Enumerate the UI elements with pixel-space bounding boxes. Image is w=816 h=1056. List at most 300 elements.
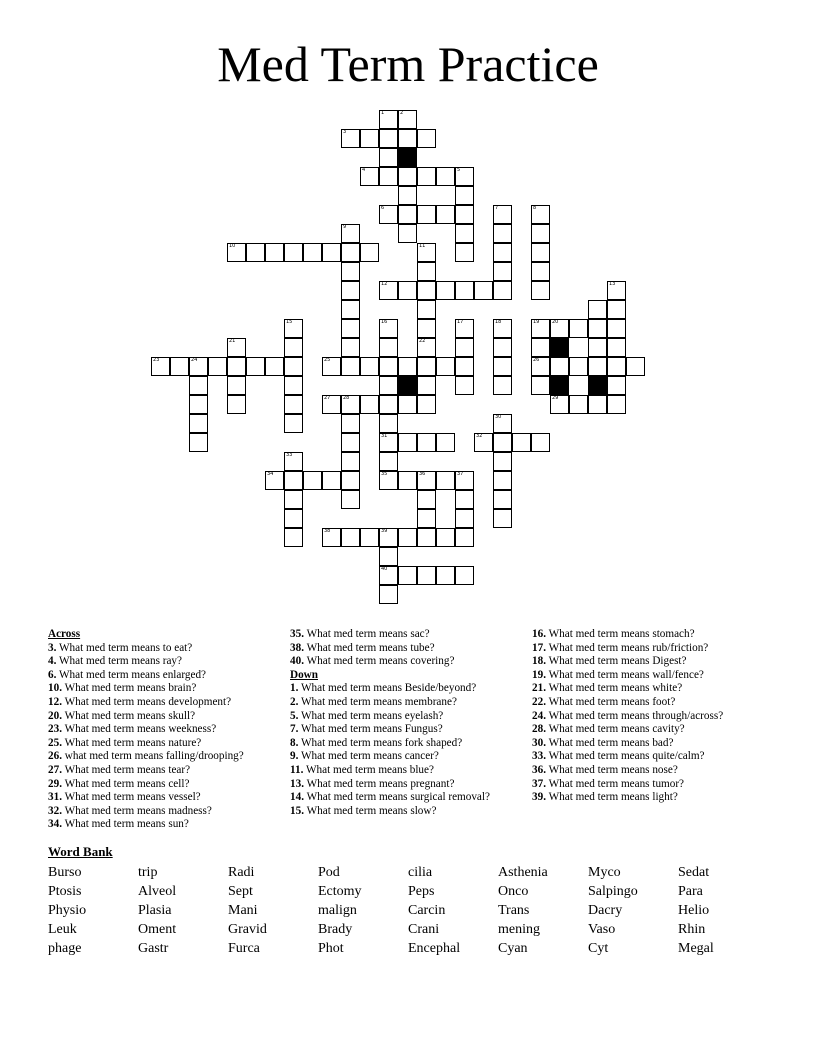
- clue-item: [532, 655, 772, 669]
- grid-cell[interactable]: [588, 338, 607, 357]
- clue-item: [48, 791, 284, 805]
- clue-number-label: 14.: [290, 791, 304, 804]
- grid-cell[interactable]: [417, 338, 436, 357]
- grid-cell[interactable]: [208, 357, 227, 376]
- clue-text: What med term means fork shaped?: [298, 736, 463, 749]
- grid-cell[interactable]: [379, 528, 398, 547]
- grid-cell[interactable]: [436, 205, 455, 224]
- grid-cell[interactable]: [379, 148, 398, 167]
- grid-cell[interactable]: [398, 224, 417, 243]
- grid-cell[interactable]: [493, 452, 512, 471]
- grid-cell[interactable]: [455, 243, 474, 262]
- clue-number: 38: [324, 528, 331, 534]
- grid-cell[interactable]: [341, 281, 360, 300]
- clue-item: [532, 764, 772, 778]
- grid-cell[interactable]: [474, 433, 493, 452]
- grid-cell[interactable]: [379, 547, 398, 566]
- grid-cell[interactable]: [493, 281, 512, 300]
- clue-text: What med term means wall/fence?: [545, 668, 704, 681]
- grid-cell[interactable]: [398, 205, 417, 224]
- grid-cell[interactable]: [493, 262, 512, 281]
- grid-cell[interactable]: [284, 471, 303, 490]
- grid-cell[interactable]: [379, 357, 398, 376]
- clue-number-label: 10.: [48, 682, 62, 695]
- word-bank-item: malign: [318, 903, 357, 918]
- clue-text: What med term means weekness?: [61, 723, 217, 736]
- word-bank-item: Furca: [228, 941, 260, 956]
- grid-cell[interactable]: [588, 319, 607, 338]
- clue-number-label: 38.: [290, 641, 304, 654]
- grid-cell[interactable]: [322, 357, 341, 376]
- grid-cell[interactable]: [436, 167, 455, 186]
- black-square: [550, 338, 569, 357]
- grid-cell[interactable]: [189, 395, 208, 414]
- grid-cell[interactable]: [303, 471, 322, 490]
- clue-item: [532, 737, 772, 751]
- grid-cell[interactable]: [531, 338, 550, 357]
- clue-item: [290, 655, 526, 669]
- clue-item: [532, 642, 772, 656]
- grid-cell[interactable]: [227, 357, 246, 376]
- grid-cell[interactable]: [246, 357, 265, 376]
- clue-number-label: 7.: [290, 723, 299, 736]
- word-bank-item: Myco: [588, 865, 621, 880]
- grid-cell[interactable]: [588, 300, 607, 319]
- grid-cell[interactable]: [341, 262, 360, 281]
- grid-cell[interactable]: [417, 566, 436, 585]
- clue-number: 31: [381, 433, 388, 439]
- grid-cell[interactable]: [379, 129, 398, 148]
- word-bank-item: Helio: [678, 903, 710, 918]
- clue-text: What med term means foot?: [545, 695, 676, 708]
- grid-cell[interactable]: [341, 395, 360, 414]
- grid-cell[interactable]: [398, 357, 417, 376]
- grid-cell[interactable]: [151, 357, 170, 376]
- grid-cell[interactable]: [398, 433, 417, 452]
- clue-item: [532, 723, 772, 737]
- grid-cell[interactable]: [417, 281, 436, 300]
- clue-number-label: 39.: [532, 791, 546, 804]
- word-bank-item: Sedat: [678, 865, 710, 880]
- word-bank-item: Alveol: [138, 884, 177, 899]
- clue-text: What med term means madness?: [61, 804, 212, 817]
- word-bank-item: Ptosis: [48, 884, 82, 899]
- grid-cell[interactable]: [379, 585, 398, 604]
- clue-number-label: 28.: [532, 723, 546, 736]
- grid-cell[interactable]: [284, 338, 303, 357]
- grid-cell[interactable]: [474, 281, 493, 300]
- grid-cell[interactable]: [417, 129, 436, 148]
- grid-cell[interactable]: [436, 357, 455, 376]
- grid-cell[interactable]: [569, 395, 588, 414]
- clue-text: What med term means blue?: [303, 763, 434, 776]
- clue-number: 36: [419, 471, 426, 477]
- grid-cell[interactable]: [189, 414, 208, 433]
- grid-cell[interactable]: [493, 414, 512, 433]
- grid-cell[interactable]: [455, 509, 474, 528]
- grid-cell[interactable]: [379, 338, 398, 357]
- word-bank-item: Rhin: [678, 922, 706, 937]
- grid-cell[interactable]: [265, 471, 284, 490]
- clue-item: [48, 669, 284, 683]
- grid-cell[interactable]: [284, 452, 303, 471]
- word-bank-item: Ectomy: [318, 884, 362, 899]
- grid-cell[interactable]: [341, 414, 360, 433]
- clue-number: 7: [495, 205, 499, 211]
- word-bank-item: Megal: [678, 941, 714, 956]
- grid-cell[interactable]: [189, 376, 208, 395]
- black-square: [398, 148, 417, 167]
- grid-cell[interactable]: [398, 281, 417, 300]
- clue-item: [48, 723, 284, 737]
- grid-cell[interactable]: [607, 338, 626, 357]
- word-bank-item: Gravid: [228, 922, 267, 937]
- clue-number-label: 21.: [532, 682, 546, 695]
- grid-cell[interactable]: [322, 243, 341, 262]
- word-bank-item: Mani: [228, 903, 258, 918]
- clue-number: 13: [609, 281, 616, 287]
- clue-number-label: 2.: [290, 695, 299, 708]
- clue-number: 25: [324, 357, 331, 363]
- grid-cell[interactable]: [607, 300, 626, 319]
- grid-cell[interactable]: [341, 224, 360, 243]
- clue-text: What med term means eyelash?: [298, 709, 444, 722]
- grid-cell[interactable]: [455, 186, 474, 205]
- grid-cell[interactable]: [531, 281, 550, 300]
- grid-cell[interactable]: [341, 452, 360, 471]
- grid-cell[interactable]: [455, 319, 474, 338]
- clue-text: What med term means ray?: [56, 655, 182, 668]
- grid-cell[interactable]: [455, 224, 474, 243]
- grid-cell[interactable]: [455, 566, 474, 585]
- page-title: Med Term Practice: [217, 36, 599, 92]
- grid-cell[interactable]: [417, 357, 436, 376]
- grid-cell[interactable]: [417, 376, 436, 395]
- grid-cell[interactable]: [493, 243, 512, 262]
- grid-cell[interactable]: [455, 376, 474, 395]
- clue-text: What med term means cell?: [61, 777, 190, 790]
- grid-cell[interactable]: [417, 243, 436, 262]
- grid-cell[interactable]: [493, 319, 512, 338]
- grid-cell[interactable]: [417, 300, 436, 319]
- grid-cell[interactable]: [493, 357, 512, 376]
- grid-cell[interactable]: [493, 338, 512, 357]
- grid-cell[interactable]: [265, 243, 284, 262]
- grid-cell[interactable]: [493, 509, 512, 528]
- grid-cell[interactable]: [588, 395, 607, 414]
- clue-text: What med term means skull?: [61, 709, 196, 722]
- grid-cell[interactable]: [531, 433, 550, 452]
- word-bank-title: Word Bank: [48, 844, 113, 859]
- clue-item: [290, 764, 526, 778]
- grid-cell[interactable]: [360, 528, 379, 547]
- grid-cell[interactable]: [417, 319, 436, 338]
- grid-cell[interactable]: [436, 281, 455, 300]
- clue-item: [532, 778, 772, 792]
- grid-cell[interactable]: [398, 167, 417, 186]
- clue-number: 28: [343, 395, 350, 401]
- grid-cell[interactable]: [455, 205, 474, 224]
- clue-number: 3: [343, 129, 347, 135]
- grid-cell[interactable]: [550, 357, 569, 376]
- grid-cell[interactable]: [360, 129, 379, 148]
- grid-cell[interactable]: [531, 357, 550, 376]
- grid-cell[interactable]: [284, 509, 303, 528]
- grid-cell[interactable]: [398, 186, 417, 205]
- clue-item: [532, 696, 772, 710]
- grid-cell[interactable]: [398, 471, 417, 490]
- grid-cell[interactable]: [512, 433, 531, 452]
- clue-number: 35: [381, 471, 388, 477]
- clue-number: 2: [400, 110, 404, 116]
- grid-cell[interactable]: [550, 319, 569, 338]
- grid-cell[interactable]: [417, 528, 436, 547]
- clue-column-3: [532, 628, 772, 805]
- grid-cell[interactable]: [493, 224, 512, 243]
- grid-cell[interactable]: [379, 452, 398, 471]
- grid-cell[interactable]: [398, 395, 417, 414]
- clue-text: What med term means pregnant?: [303, 777, 455, 790]
- clue-text: What med term means Beside/beyond?: [298, 682, 477, 695]
- grid-cell[interactable]: [265, 357, 284, 376]
- clue-text: What med term means membrane?: [298, 695, 457, 708]
- grid-cell[interactable]: [341, 528, 360, 547]
- grid-cell[interactable]: [493, 490, 512, 509]
- grid-cell[interactable]: [531, 262, 550, 281]
- grid-cell[interactable]: [398, 528, 417, 547]
- clue-number: 18: [495, 319, 502, 325]
- word-bank-item: Asthenia: [498, 865, 548, 880]
- clue-item: [290, 682, 526, 696]
- clue-text: What med term means brain?: [61, 682, 197, 695]
- word-bank-item: Salpingo: [588, 884, 638, 899]
- grid-cell[interactable]: [417, 395, 436, 414]
- word-bank-item: Onco: [498, 884, 529, 899]
- grid-cell[interactable]: [341, 319, 360, 338]
- grid-cell[interactable]: [284, 243, 303, 262]
- clue-number-label: 19.: [532, 668, 546, 681]
- word-bank-item: Plasia: [138, 903, 172, 918]
- grid-cell[interactable]: [341, 357, 360, 376]
- grid-cell[interactable]: [607, 376, 626, 395]
- grid-cell[interactable]: [607, 319, 626, 338]
- clue-number: 32: [476, 433, 483, 439]
- grid-cell[interactable]: [189, 433, 208, 452]
- grid-cell[interactable]: [379, 376, 398, 395]
- grid-cell[interactable]: [398, 110, 417, 129]
- grid-cell[interactable]: [531, 319, 550, 338]
- grid-cell[interactable]: [379, 281, 398, 300]
- grid-cell[interactable]: [436, 566, 455, 585]
- clue-item: [532, 710, 772, 724]
- grid-cell[interactable]: [531, 205, 550, 224]
- word-bank-item: Sept: [228, 884, 253, 899]
- grid-cell[interactable]: [531, 243, 550, 262]
- black-square: [588, 376, 607, 395]
- grid-cell[interactable]: [322, 528, 341, 547]
- grid-cell[interactable]: [417, 262, 436, 281]
- grid-cell[interactable]: [379, 167, 398, 186]
- grid-cell[interactable]: [379, 110, 398, 129]
- grid-cell[interactable]: [398, 566, 417, 585]
- word-bank-item: Encephal: [408, 941, 461, 956]
- word-bank-item: Cyt: [588, 941, 609, 956]
- clue-text: What med term means sun?: [61, 818, 189, 831]
- grid-cell[interactable]: [284, 395, 303, 414]
- black-square: [550, 376, 569, 395]
- grid-cell[interactable]: [455, 471, 474, 490]
- grid-cell[interactable]: [284, 357, 303, 376]
- grid-cell[interactable]: [227, 338, 246, 357]
- grid-cell[interactable]: [284, 490, 303, 509]
- grid-cell[interactable]: [379, 319, 398, 338]
- grid-cell[interactable]: [455, 357, 474, 376]
- grid-cell[interactable]: [341, 243, 360, 262]
- grid-cell[interactable]: [227, 376, 246, 395]
- word-bank-item: Peps: [408, 884, 435, 899]
- grid-cell[interactable]: [569, 357, 588, 376]
- grid-cell[interactable]: [341, 433, 360, 452]
- word-bank-item: Cyan: [498, 941, 528, 956]
- grid-cell[interactable]: [379, 471, 398, 490]
- clue-item: [290, 791, 526, 805]
- grid-cell[interactable]: [493, 471, 512, 490]
- word-bank-item: Pod: [318, 865, 340, 880]
- clue-item: [48, 710, 284, 724]
- grid-cell[interactable]: [417, 509, 436, 528]
- grid-cell[interactable]: [189, 357, 208, 376]
- clue-number: 29: [552, 395, 559, 401]
- clue-number: 21: [229, 338, 236, 344]
- grid-cell[interactable]: [569, 319, 588, 338]
- word-bank-item: mening: [498, 922, 540, 937]
- grid-cell[interactable]: [531, 376, 550, 395]
- grid-cell[interactable]: [417, 490, 436, 509]
- grid-cell[interactable]: [626, 357, 645, 376]
- clue-number: 26: [533, 357, 540, 363]
- grid-cell[interactable]: [550, 395, 569, 414]
- grid-cell[interactable]: [322, 395, 341, 414]
- clue-item: [290, 723, 526, 737]
- clue-number: 24: [191, 357, 198, 363]
- clue-number-label: 8.: [290, 736, 299, 749]
- clue-number-label: 17.: [532, 641, 546, 654]
- clue-number-label: 37.: [532, 777, 546, 790]
- grid-cell[interactable]: [284, 319, 303, 338]
- grid-cell[interactable]: [417, 167, 436, 186]
- clue-text: What med term means sac?: [303, 628, 430, 640]
- grid-cell[interactable]: [607, 281, 626, 300]
- clue-number: 11: [419, 243, 426, 249]
- grid-cell[interactable]: [417, 433, 436, 452]
- clue-column-2: [290, 628, 526, 818]
- clue-item: [48, 764, 284, 778]
- clue-number: 19: [533, 319, 540, 325]
- clue-text: What med term means Fungus?: [298, 723, 443, 736]
- grid-cell[interactable]: [417, 205, 436, 224]
- word-bank-item: Para: [678, 884, 703, 899]
- grid-cell[interactable]: [588, 357, 607, 376]
- clue-item: [48, 778, 284, 792]
- grid-cell[interactable]: [341, 490, 360, 509]
- grid-cell[interactable]: [417, 471, 436, 490]
- clue-number-label: 26.: [48, 750, 62, 763]
- grid-cell[interactable]: [379, 433, 398, 452]
- grid-cell[interactable]: [455, 338, 474, 357]
- grid-cell[interactable]: [455, 528, 474, 547]
- grid-cell[interactable]: [360, 243, 379, 262]
- clue-number: 30: [495, 414, 502, 420]
- grid-cell[interactable]: [303, 243, 322, 262]
- word-bank-item: Burso: [48, 865, 82, 880]
- grid-cell[interactable]: [455, 490, 474, 509]
- grid-cell[interactable]: [341, 300, 360, 319]
- grid-cell[interactable]: [493, 205, 512, 224]
- grid-cell[interactable]: [379, 205, 398, 224]
- clue-text: What med term means slow?: [303, 804, 437, 817]
- clue-number-label: 9.: [290, 750, 299, 763]
- grid-cell[interactable]: [246, 243, 265, 262]
- clue-number-label: 40.: [290, 655, 304, 668]
- grid-cell[interactable]: [436, 528, 455, 547]
- grid-cell[interactable]: [379, 566, 398, 585]
- grid-cell[interactable]: [607, 357, 626, 376]
- grid-cell[interactable]: [227, 395, 246, 414]
- clue-text: What med term means rub/friction?: [545, 641, 709, 654]
- clue-number-label: 6.: [48, 668, 57, 681]
- grid-cell[interactable]: [379, 395, 398, 414]
- grid-cell[interactable]: [284, 376, 303, 395]
- grid-cell[interactable]: [341, 338, 360, 357]
- clue-number-label: 23.: [48, 723, 62, 736]
- grid-cell[interactable]: [607, 395, 626, 414]
- clue-number: 39: [381, 528, 388, 534]
- clue-text: What med term means nose?: [545, 763, 678, 776]
- grid-cell[interactable]: [322, 471, 341, 490]
- grid-cell[interactable]: [360, 357, 379, 376]
- clue-item: [532, 791, 772, 805]
- grid-cell[interactable]: [360, 167, 379, 186]
- grid-cell[interactable]: [341, 471, 360, 490]
- clue-number-label: 33.: [532, 750, 546, 763]
- grid-cell[interactable]: [227, 243, 246, 262]
- clue-item: [48, 818, 284, 832]
- clue-number: 8: [533, 205, 537, 211]
- grid-cell[interactable]: [360, 395, 379, 414]
- grid-cell[interactable]: [284, 528, 303, 547]
- across-header: Across: [48, 628, 81, 640]
- grid-cell[interactable]: [341, 129, 360, 148]
- grid-cell[interactable]: [284, 414, 303, 433]
- clue-item: [290, 737, 526, 751]
- grid-cell[interactable]: [379, 414, 398, 433]
- grid-cell[interactable]: [455, 167, 474, 186]
- clue-text: What med term means tear?: [61, 763, 191, 776]
- clue-item: [532, 628, 772, 642]
- clue-number-label: 31.: [48, 791, 62, 804]
- grid-cell[interactable]: [170, 357, 189, 376]
- clue-number: 34: [267, 471, 274, 477]
- grid-cell[interactable]: [493, 433, 512, 452]
- grid-cell[interactable]: [531, 224, 550, 243]
- grid-cell[interactable]: [436, 433, 455, 452]
- grid-cell[interactable]: [493, 376, 512, 395]
- grid-cell[interactable]: [436, 471, 455, 490]
- grid-cell[interactable]: [455, 281, 474, 300]
- clue-number: 16: [381, 319, 388, 325]
- clue-item: [290, 642, 526, 656]
- grid-cell[interactable]: [398, 129, 417, 148]
